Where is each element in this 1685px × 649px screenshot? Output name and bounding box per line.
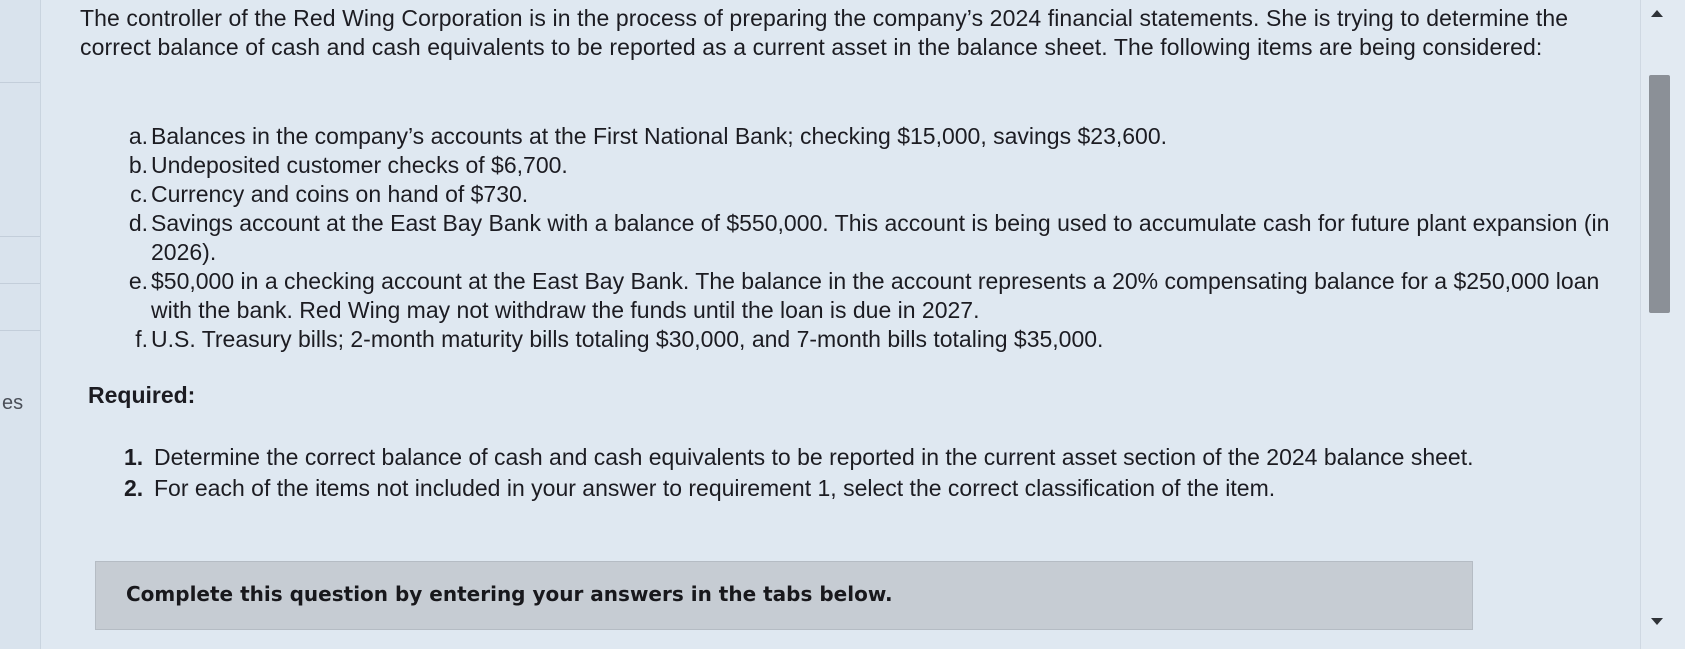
- gutter-divider: [0, 330, 40, 331]
- vertical-scrollbar[interactable]: [1640, 0, 1685, 649]
- item-text: $50,000 in a checking account at the East Bay Bank. The balance in the account represents a 20% compensating balance for a $250,000 loan with the bank. Red Wing may not withdraw the funds until the loan is due in 2027.: [151, 268, 1600, 323]
- requirements-list: [80, 443, 1560, 505]
- list-item: [80, 267, 1630, 325]
- requirement-number: 1.: [124, 444, 144, 470]
- problem-intro: The controller of the Red Wing Corporation is in the process of preparing the company’s 2024 financial statements. She is trying to determine the correct balance of cash and cash equivalents to be reported as a current asset in the balance sheet. The following items are being considered:: [80, 5, 1569, 60]
- item-marker: d.: [128, 210, 148, 236]
- gutter-divider: [0, 283, 40, 284]
- requirement-text: For each of the items not included in your answer to requirement 1, select the correct classification of the item.: [154, 475, 1276, 501]
- item-text: Undeposited customer checks of $6,700.: [151, 152, 568, 178]
- item-marker: a.: [128, 123, 148, 149]
- item-marker: e.: [128, 268, 148, 294]
- scroll-down-arrow-icon[interactable]: [1651, 618, 1663, 625]
- gutter-divider: [0, 82, 40, 83]
- list-item: [80, 180, 1630, 209]
- required-heading: Required:: [88, 382, 196, 408]
- list-item: [80, 325, 1630, 354]
- item-marker: b.: [128, 152, 148, 178]
- requirement-text: Determine the correct balance of cash and cash equivalents to be reported in the current asset section of the 2024 balance sheet.: [154, 444, 1474, 470]
- left-gutter: [0, 0, 41, 649]
- scroll-thumb[interactable]: [1649, 75, 1670, 313]
- scroll-up-arrow-icon[interactable]: [1651, 10, 1663, 17]
- gutter-divider: [0, 236, 40, 237]
- list-item: [80, 122, 1630, 151]
- considered-items-list: [80, 122, 1630, 354]
- list-item: [80, 151, 1630, 180]
- requirement-number: 2.: [124, 475, 144, 501]
- list-item: [80, 209, 1630, 267]
- instruction-box: [95, 561, 1473, 630]
- item-marker: f.: [135, 326, 148, 352]
- instruction-text: Complete this question by entering your answers in the tabs below.: [126, 582, 893, 606]
- requirement-item: [80, 474, 1560, 502]
- item-marker: c.: [130, 181, 148, 207]
- requirement-item: [80, 443, 1560, 471]
- item-text: Currency and coins on hand of $730.: [151, 181, 529, 207]
- item-text: U.S. Treasury bills; 2-month maturity bills totaling $30,000, and 7-month bills totaling $35,000.: [151, 326, 1104, 352]
- item-text: Savings account at the East Bay Bank with a balance of $550,000. This account is being used to accumulate cash for future plant expansion (in 2026).: [151, 210, 1610, 265]
- item-text: Balances in the company’s accounts at the First National Bank; checking $15,000, savings $23,600.: [151, 123, 1168, 149]
- side-panel-label: es: [2, 392, 24, 414]
